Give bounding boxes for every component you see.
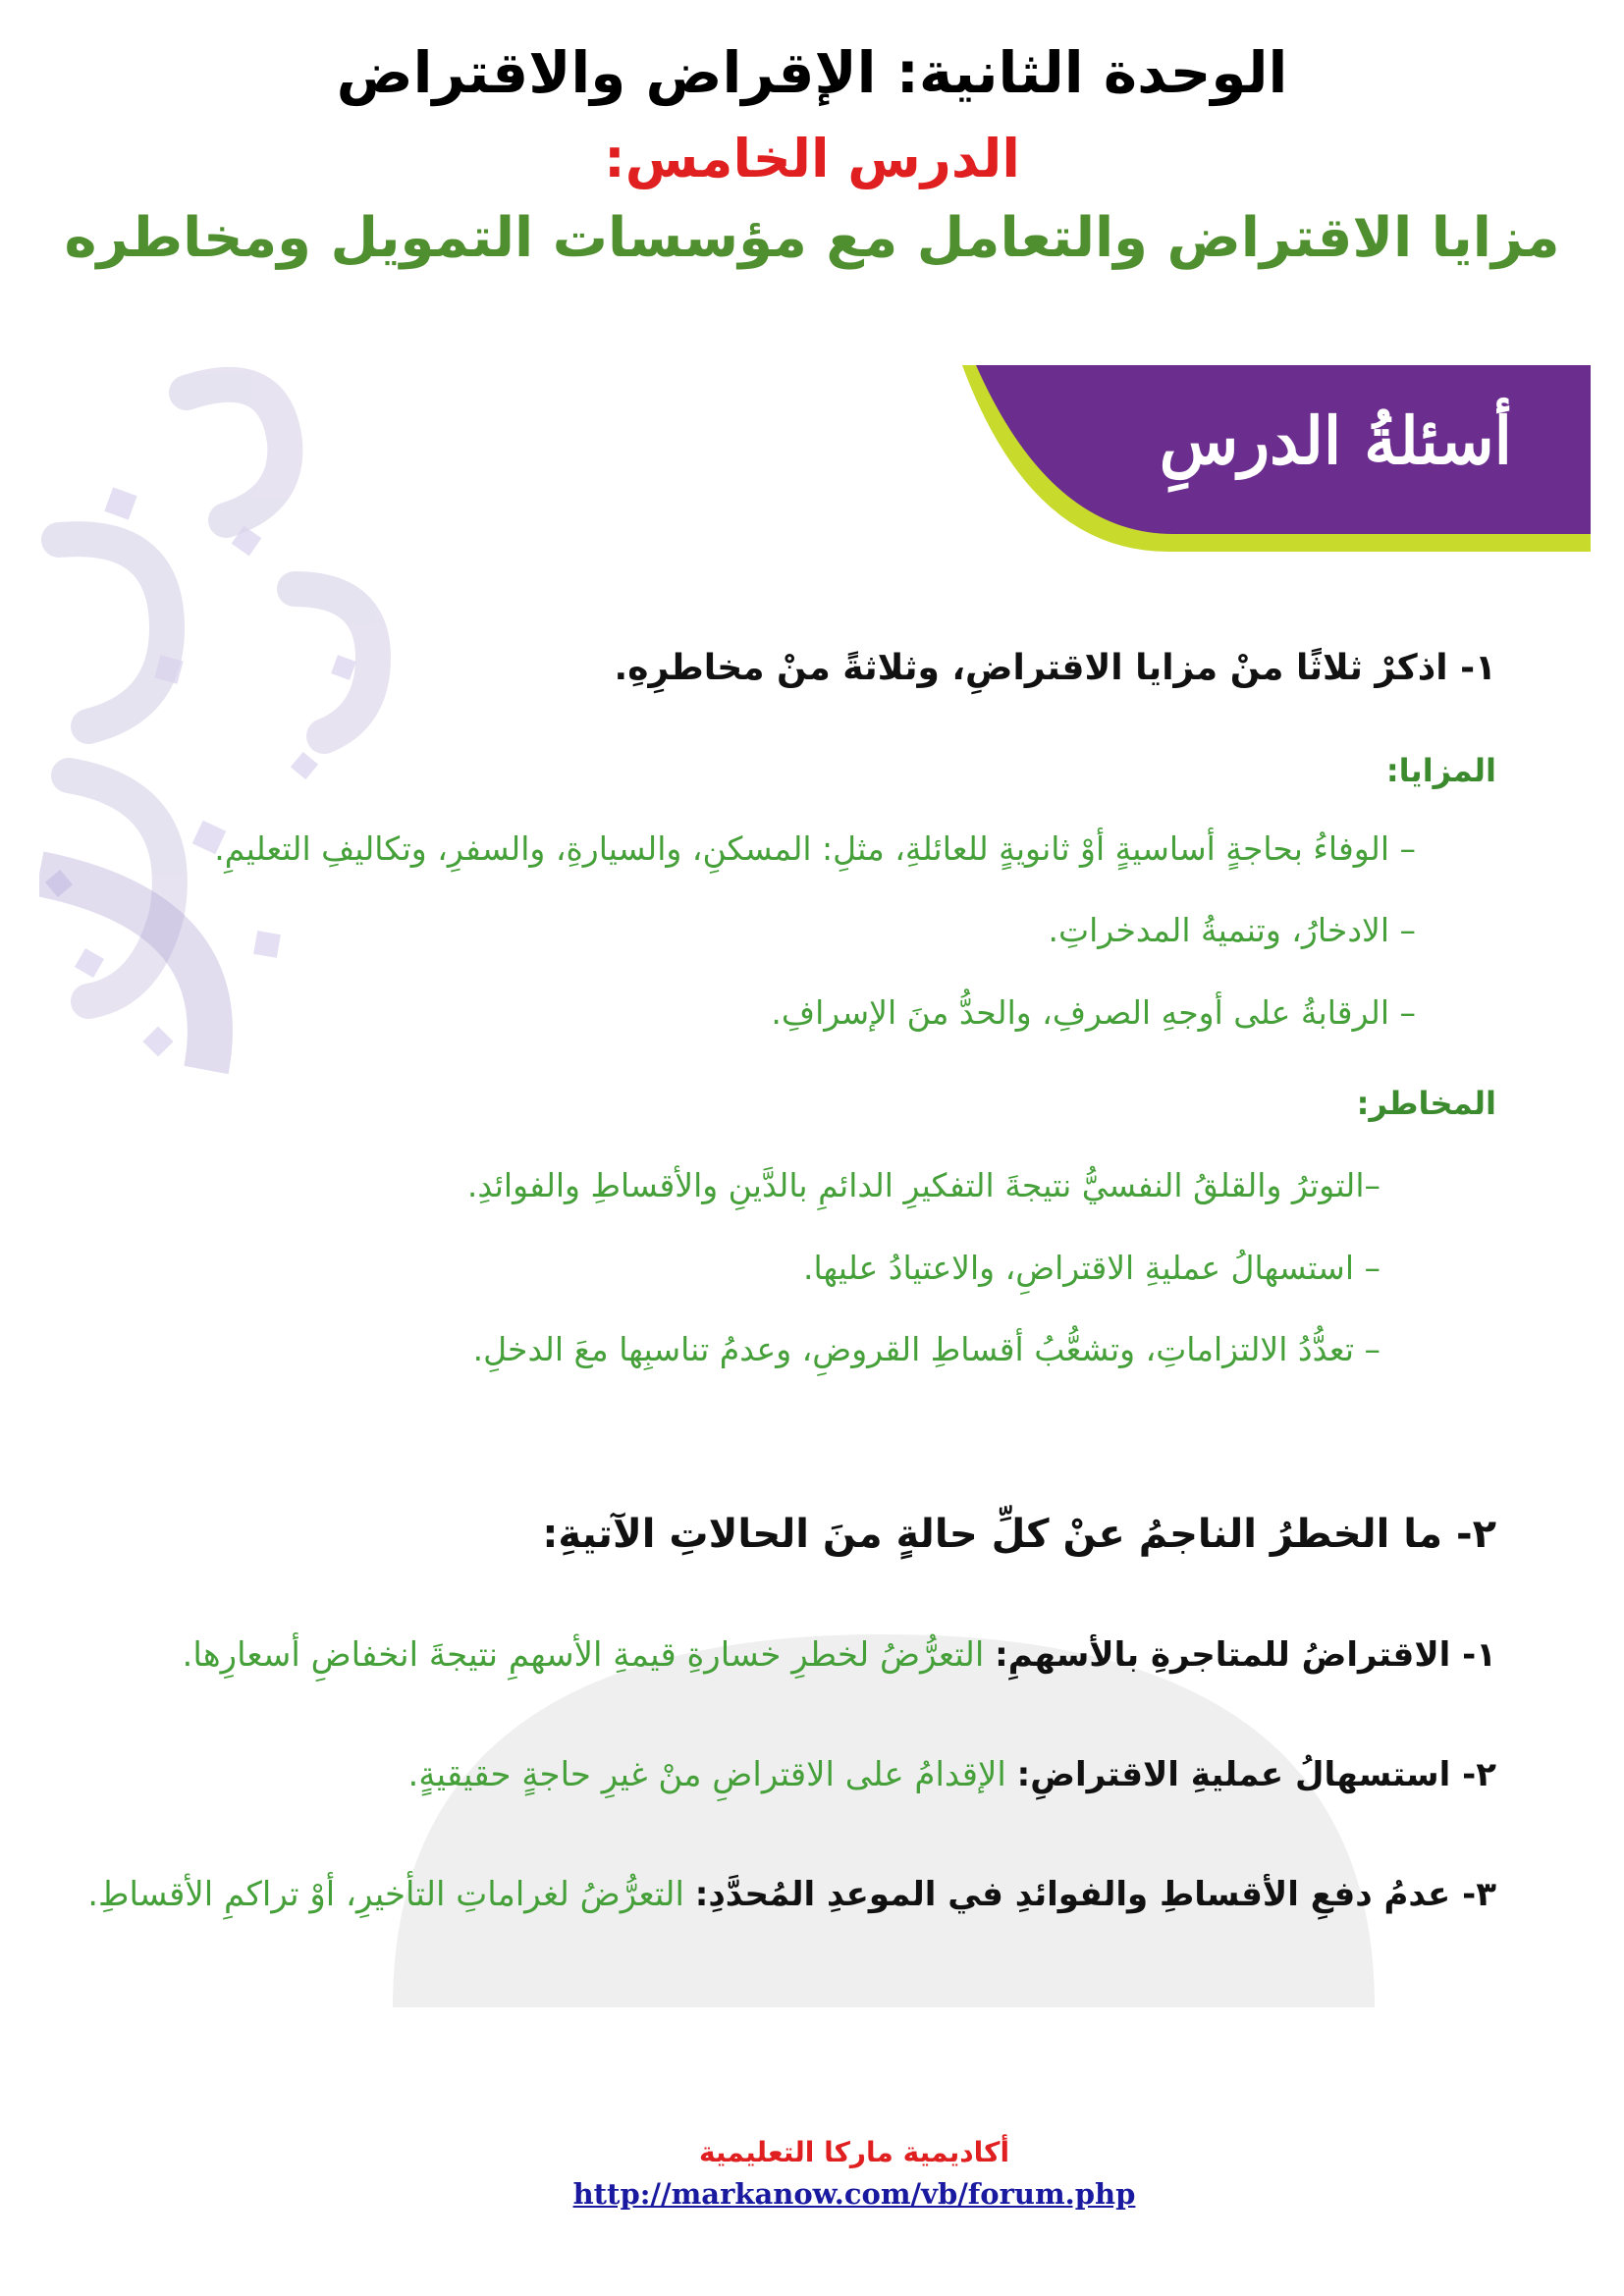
advantage-item: – الوفاءُ بحاجةٍ أساسيةٍ أوْ ثانويةٍ للعائلةِ، مثلِ: المسكنِ، والسيارةِ، والسفرِ، وتكاليفِ التعليمِ.: [214, 829, 1416, 868]
advantage-item: – الرقابةُ على أوجهِ الصرفِ، والحدُّ منَ الإسرافِ.: [771, 993, 1416, 1032]
case-label: ٢- استسهالُ عمليةِ الاقتراضِ:: [1016, 1755, 1496, 1794]
case-answer: الإقدامُ على الاقتراضِ منْ غيرِ حاجةٍ حقيقيةٍ.: [407, 1755, 1006, 1794]
footer-academy-name: أكاديمية ماركا التعليمية: [698, 2136, 1010, 2168]
advantage-item: – الادخارُ، وتنميةُ المدخراتِ.: [1048, 911, 1416, 949]
background-semicircle: [393, 1634, 1375, 2007]
lesson-topic: مزايا الاقتراض والتعامل مع مؤسسات التمويل ومخاطره: [64, 206, 1560, 270]
risks-label: المخاطر:: [1356, 1085, 1496, 1122]
lesson-label: الدرس الخامس:: [604, 128, 1020, 189]
risk-item: – استسهالُ عمليةِ الاقتراضِ، والاعتيادُ عليها.: [802, 1249, 1380, 1287]
footer-link[interactable]: http://markanow.com/vb/forum.php: [572, 2177, 1136, 2211]
case-label: ١- الاقتراضُ للمتاجرةِ بالأسهمِ:: [995, 1635, 1496, 1675]
case-item: [408, 1755, 1496, 1794]
question-marks-decoration: [39, 363, 412, 1129]
risk-item: – تعدُّدُ الالتزاماتِ، وتشعُّبُ أقساطِ القروضِ، وعدمُ تناسبِها معَ الدخلِ.: [472, 1330, 1380, 1368]
unit-title: الوحدة الثانية: الإقراض والاقتراض: [336, 39, 1288, 106]
banner-title: أسئلةُ الدرسِ: [1159, 402, 1512, 479]
question-2-title: ٢- ما الخطرُ الناجمُ عنْ كلِّ حالةٍ منَ الحالاتِ الآتيةِ:: [542, 1512, 1496, 1557]
case-answer: التعرُّضُ لخطرِ خسارةِ قيمةِ الأسهمِ نتيجةَ انخفاضِ أسعارِها.: [182, 1635, 985, 1675]
case-item: [87, 1875, 1496, 1914]
advantages-label: المزايا:: [1385, 752, 1496, 789]
question-1-title: ١- اذكرْ ثلاثًا منْ مزايا الاقتراضِ، وثلاثةً منْ مخاطرِهِ.: [614, 648, 1496, 688]
case-item: [183, 1635, 1496, 1675]
case-label: ٣- عدمُ دفعِ الأقساطِ والفوائدِ في الموعدِ المُحدَّدِ:: [694, 1875, 1496, 1914]
risk-item: –التوترُ والقلقُ النفسيُّ نتيجةَ التفكيرِ الدائمِ بالدَّينِ والأقساطِ والفوائدِ.: [466, 1166, 1380, 1204]
case-answer: التعرُّضُ لغراماتِ التأخيرِ، أوْ تراكمِ الأقساطِ.: [87, 1875, 684, 1914]
